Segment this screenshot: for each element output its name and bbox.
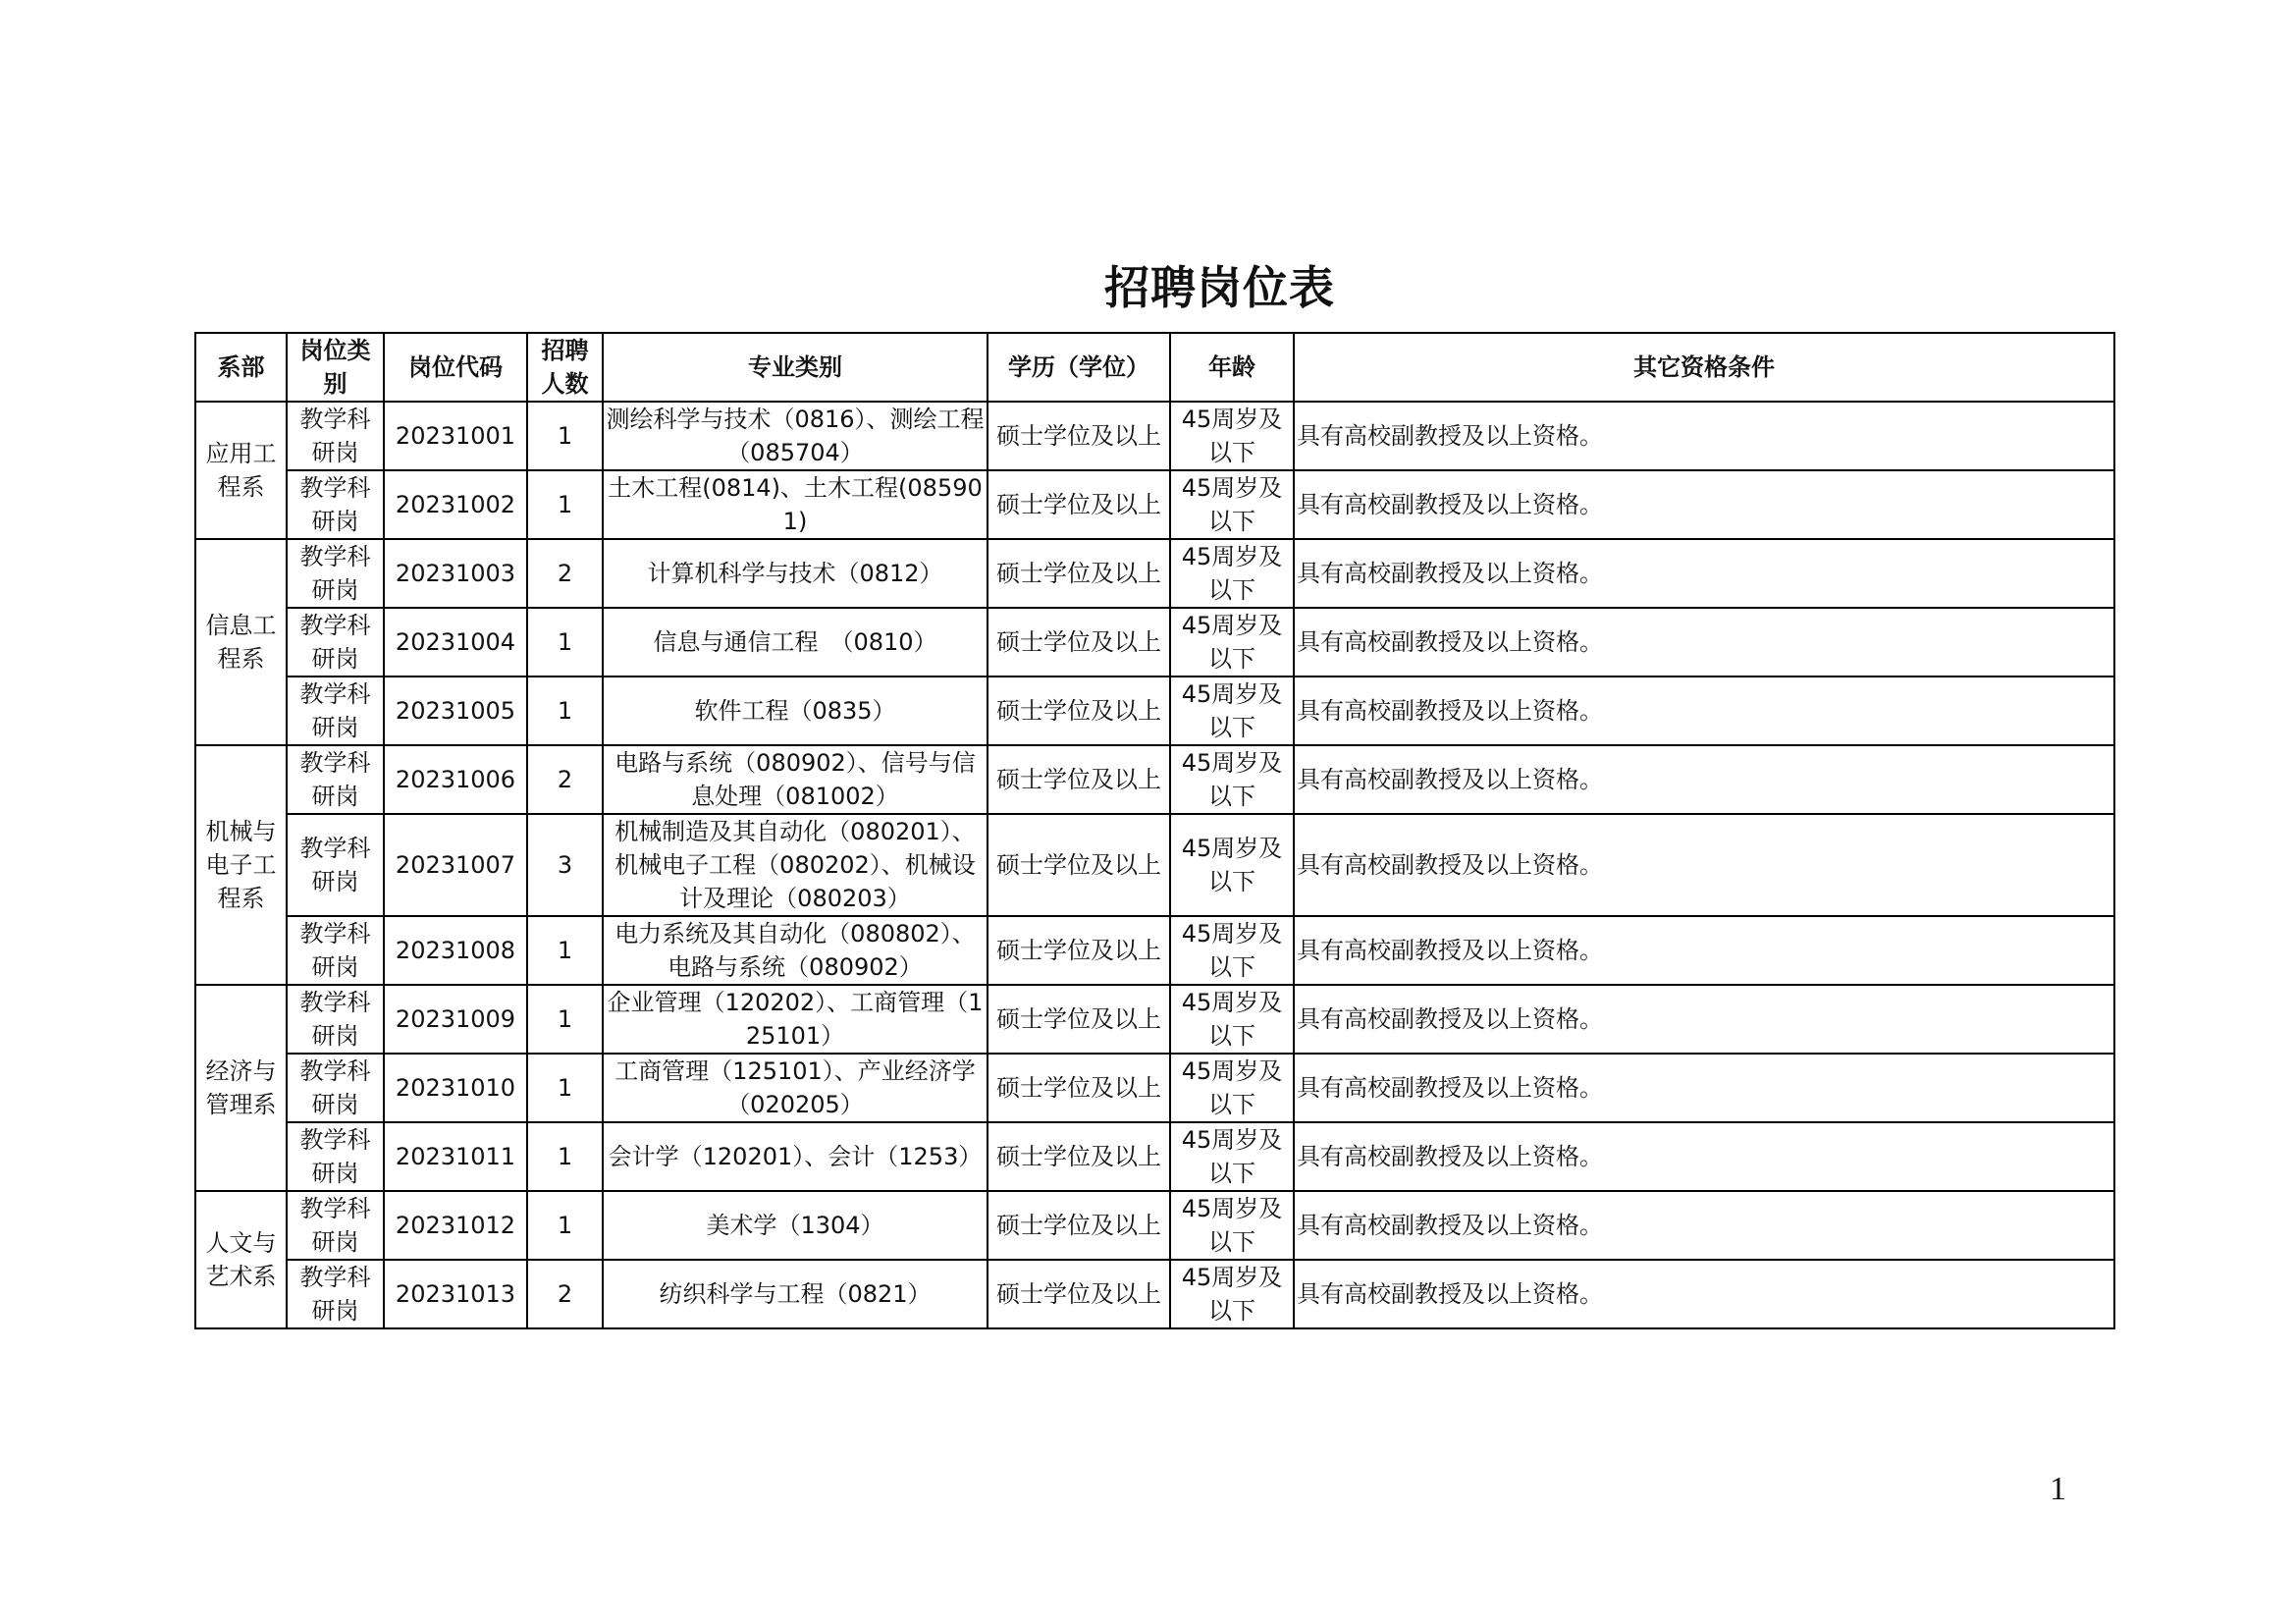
headcount-cell: 1 [527, 916, 603, 985]
position-code-cell: 20231001 [384, 402, 527, 470]
age-cell: 45周岁及以下 [1170, 1054, 1294, 1122]
age-cell: 45周岁及以下 [1170, 1260, 1294, 1328]
header-age: 年龄 [1170, 333, 1294, 402]
page-title: 招聘岗位表 [1104, 261, 1335, 314]
headcount-cell: 1 [527, 402, 603, 470]
position-category-cell: 教学科研岗 [287, 985, 384, 1054]
degree-cell: 硕士学位及以上 [988, 916, 1170, 985]
table-row [195, 677, 2114, 745]
headcount-cell: 1 [527, 470, 603, 539]
department-cell: 信息工程系 [195, 539, 287, 745]
position-category-cell: 教学科研岗 [287, 608, 384, 677]
age-cell: 45周岁及以下 [1170, 985, 1294, 1054]
degree-cell: 硕士学位及以上 [988, 470, 1170, 539]
position-code-cell: 20231012 [384, 1191, 527, 1260]
other-requirements-cell: 具有高校副教授及以上资格。 [1294, 745, 2114, 814]
position-category-cell: 教学科研岗 [287, 1054, 384, 1122]
header-position-category: 岗位类别 [287, 333, 384, 402]
table-row [195, 916, 2114, 985]
degree-cell: 硕士学位及以上 [988, 1054, 1170, 1122]
position-code-cell: 20231003 [384, 539, 527, 608]
position-category-cell: 教学科研岗 [287, 1260, 384, 1328]
table-row [195, 470, 2114, 539]
header-position-code: 岗位代码 [384, 333, 527, 402]
table-row [195, 1191, 2114, 1260]
position-code-cell: 20231009 [384, 985, 527, 1054]
age-cell: 45周岁及以下 [1170, 677, 1294, 745]
position-code-cell: 20231013 [384, 1260, 527, 1328]
department-cell: 应用工程系 [195, 402, 287, 539]
degree-cell: 硕士学位及以上 [988, 539, 1170, 608]
position-code-cell: 20231006 [384, 745, 527, 814]
department-cell: 机械与电子工程系 [195, 745, 287, 985]
other-requirements-cell: 具有高校副教授及以上资格。 [1294, 1122, 2114, 1191]
table-row [195, 1260, 2114, 1328]
header-degree: 学历（学位） [988, 333, 1170, 402]
major-cell: 会计学（120201）、会计（1253） [603, 1122, 988, 1191]
table-row [195, 745, 2114, 814]
headcount-cell: 1 [527, 1122, 603, 1191]
page-number: 1 [2050, 1471, 2066, 1507]
degree-cell: 硕士学位及以上 [988, 1260, 1170, 1328]
position-code-cell: 20231002 [384, 470, 527, 539]
degree-cell: 硕士学位及以上 [988, 985, 1170, 1054]
major-cell: 计算机科学与技术（0812） [603, 539, 988, 608]
table-row [195, 539, 2114, 608]
position-code-cell: 20231011 [384, 1122, 527, 1191]
position-category-cell: 教学科研岗 [287, 1122, 384, 1191]
table-row [195, 1054, 2114, 1122]
position-code-cell: 20231010 [384, 1054, 527, 1122]
position-category-cell: 教学科研岗 [287, 814, 384, 916]
age-cell: 45周岁及以下 [1170, 470, 1294, 539]
header-department: 系部 [195, 333, 287, 402]
major-cell: 土木工程(0814)、土木工程(085901) [603, 470, 988, 539]
header-other-requirements: 其它资格条件 [1294, 333, 2114, 402]
headcount-cell: 1 [527, 1191, 603, 1260]
table-row [195, 985, 2114, 1054]
age-cell: 45周岁及以下 [1170, 814, 1294, 916]
other-requirements-cell: 具有高校副教授及以上资格。 [1294, 916, 2114, 985]
degree-cell: 硕士学位及以上 [988, 745, 1170, 814]
major-cell: 美术学（1304） [603, 1191, 988, 1260]
major-cell: 电力系统及其自动化（080802）、电路与系统（080902） [603, 916, 988, 985]
position-code-cell: 20231008 [384, 916, 527, 985]
degree-cell: 硕士学位及以上 [988, 608, 1170, 677]
headcount-cell: 2 [527, 539, 603, 608]
other-requirements-cell: 具有高校副教授及以上资格。 [1294, 470, 2114, 539]
major-cell: 电路与系统（080902）、信号与信息处理（081002） [603, 745, 988, 814]
age-cell: 45周岁及以下 [1170, 608, 1294, 677]
other-requirements-cell: 具有高校副教授及以上资格。 [1294, 1191, 2114, 1260]
table-row [195, 1122, 2114, 1191]
major-cell: 测绘科学与技术（0816）、测绘工程（085704） [603, 402, 988, 470]
age-cell: 45周岁及以下 [1170, 1122, 1294, 1191]
degree-cell: 硕士学位及以上 [988, 402, 1170, 470]
headcount-cell: 2 [527, 1260, 603, 1328]
headcount-cell: 3 [527, 814, 603, 916]
other-requirements-cell: 具有高校副教授及以上资格。 [1294, 402, 2114, 470]
major-cell: 机械制造及其自动化（080201）、机械电子工程（080202）、机械设计及理论（080203） [603, 814, 988, 916]
age-cell: 45周岁及以下 [1170, 916, 1294, 985]
position-category-cell: 教学科研岗 [287, 539, 384, 608]
position-code-cell: 20231004 [384, 608, 527, 677]
age-cell: 45周岁及以下 [1170, 1191, 1294, 1260]
major-cell: 纺织科学与工程（0821） [603, 1260, 988, 1328]
table-header-row [195, 333, 2114, 402]
headcount-cell: 1 [527, 677, 603, 745]
degree-cell: 硕士学位及以上 [988, 677, 1170, 745]
major-cell: 信息与通信工程 （0810） [603, 608, 988, 677]
degree-cell: 硕士学位及以上 [988, 1122, 1170, 1191]
headcount-cell: 1 [527, 985, 603, 1054]
table-row [195, 814, 2114, 916]
headcount-cell: 1 [527, 1054, 603, 1122]
major-cell: 企业管理（120202）、工商管理（125101） [603, 985, 988, 1054]
header-headcount: 招聘人数 [527, 333, 603, 402]
position-category-cell: 教学科研岗 [287, 402, 384, 470]
degree-cell: 硕士学位及以上 [988, 814, 1170, 916]
table-row [195, 402, 2114, 470]
other-requirements-cell: 具有高校副教授及以上资格。 [1294, 539, 2114, 608]
position-category-cell: 教学科研岗 [287, 1191, 384, 1260]
table-row [195, 608, 2114, 677]
age-cell: 45周岁及以下 [1170, 539, 1294, 608]
position-code-cell: 20231005 [384, 677, 527, 745]
position-category-cell: 教学科研岗 [287, 470, 384, 539]
position-code-cell: 20231007 [384, 814, 527, 916]
header-major: 专业类别 [603, 333, 988, 402]
other-requirements-cell: 具有高校副教授及以上资格。 [1294, 608, 2114, 677]
degree-cell: 硕士学位及以上 [988, 1191, 1170, 1260]
age-cell: 45周岁及以下 [1170, 745, 1294, 814]
other-requirements-cell: 具有高校副教授及以上资格。 [1294, 1054, 2114, 1122]
other-requirements-cell: 具有高校副教授及以上资格。 [1294, 985, 2114, 1054]
major-cell: 软件工程（0835） [603, 677, 988, 745]
headcount-cell: 1 [527, 608, 603, 677]
headcount-cell: 2 [527, 745, 603, 814]
position-category-cell: 教学科研岗 [287, 916, 384, 985]
job-positions-table [194, 332, 2115, 1329]
other-requirements-cell: 具有高校副教授及以上资格。 [1294, 677, 2114, 745]
major-cell: 工商管理（125101）、产业经济学（020205） [603, 1054, 988, 1122]
age-cell: 45周岁及以下 [1170, 402, 1294, 470]
department-cell: 经济与管理系 [195, 985, 287, 1191]
other-requirements-cell: 具有高校副教授及以上资格。 [1294, 1260, 2114, 1328]
department-cell: 人文与艺术系 [195, 1191, 287, 1328]
position-category-cell: 教学科研岗 [287, 745, 384, 814]
position-category-cell: 教学科研岗 [287, 677, 384, 745]
other-requirements-cell: 具有高校副教授及以上资格。 [1294, 814, 2114, 916]
